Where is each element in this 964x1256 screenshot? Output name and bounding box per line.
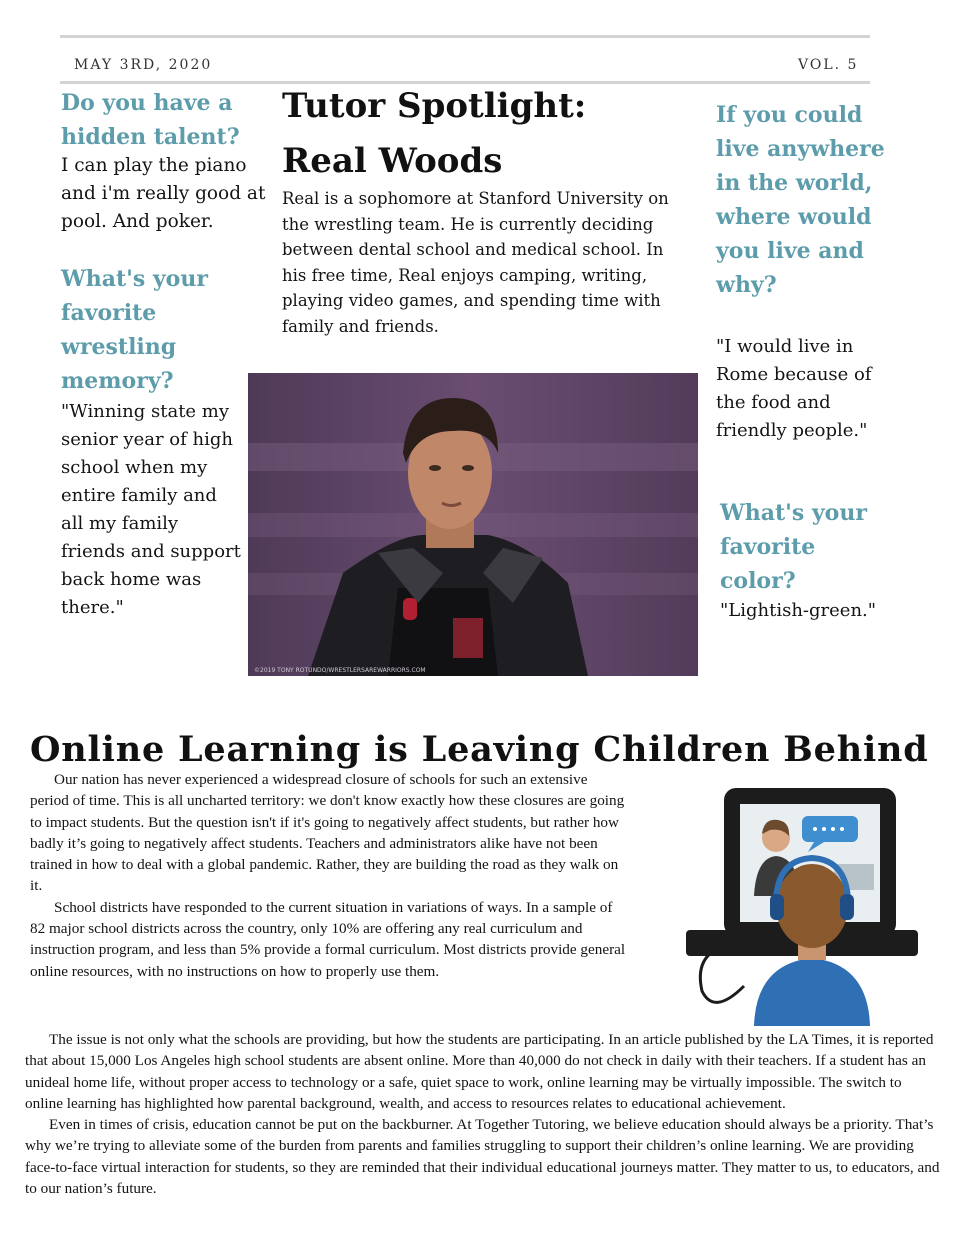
photo-credit: ©2019 TONY ROTUNDO/WRESTLERSAREWARRIORS.COM bbox=[254, 667, 426, 674]
student-computer-icon bbox=[684, 786, 920, 1026]
question-wrestling-memory: What's your favorite wrestling memory? bbox=[61, 266, 208, 394]
article-paragraph-2: School districts have responded to the current situation in variations of ways. In a sample of 82 major school districts across the country, only 10% are offering any real curriculum and instruction program, and less than 5% provide a formal curriculum. Most districts provide general online resources, with no instructions on how to properly use them. bbox=[30, 898, 626, 980]
article-paragraph-3: The issue is not only what the schools are providing, but how the students are participating. In an article published by the LA Times, it is reported that about 15,000 Los Angeles high school students are absent online. More than 40,000 do not check in daily with their teachers. If a student has an unideal home life, without proper access to technology or a safe, quiet space to work, online learning may be virtually impossible. The switch to online learning has highlighted how parental background, wealth, and access to resources relates to educational achievement. bbox=[25, 1031, 934, 1112]
volume-number: VOL. 5 bbox=[798, 57, 859, 73]
question-favorite-color: What's your favorite color? bbox=[720, 500, 867, 594]
spotlight-title-line2: Real Woods bbox=[282, 141, 503, 181]
online-learning-illustration bbox=[684, 786, 920, 1026]
top-rule bbox=[60, 35, 870, 38]
spotlight-title-line1: Tutor Spotlight: bbox=[282, 86, 587, 126]
issue-date: MAY 3RD, 2020 bbox=[74, 57, 213, 73]
article-paragraph-1: Our nation has never experienced a widespread closure of schools for such an extensive period of time. This is all uncharted territory: we don't know exactly how these closures are going to impact students. But the question isn't if it's going to negatively affect students, but rather how badly it’s going to negatively affect students. Teachers and administrators alike have not been trained in how to deal with a global pandemic. Rather, they are building the road as they walk on it. bbox=[30, 771, 625, 895]
answer-favorite-color: "Lightish-green." bbox=[720, 600, 877, 621]
wrestler-portrait-image bbox=[248, 373, 698, 676]
question-live-anywhere: If you could live anywhere in the world, where would you live and why? bbox=[716, 102, 885, 298]
article-paragraph-4: Even in times of crisis, education cannot be put on the backburner. At Together Tutoring, we believe education should always be a priority. That’s why we’re trying to alleviate some of the burden from parents and families struggling to support their children’s online learning. We are providing face-to-face virtual interaction for students, so they are reminded that their individual educational journeys matter. They matter to us, to educators, and to our nation’s future. bbox=[25, 1116, 940, 1198]
answer-hidden-talent: I can play the piano and i'm really good at pool. And poker. bbox=[61, 155, 266, 232]
spotlight-intro: Real is a sophomore at Stanford University on the wrestling team. He is currently deciding between dental school and medical school. In his free time, Real enjoys camping, writing, playing video games, and spending time with family and friends. bbox=[282, 189, 669, 336]
article-body-bottom bbox=[25, 1029, 940, 1199]
article-title: Online Learning is Leaving Children Behind bbox=[30, 729, 929, 770]
answer-wrestling-memory: "Winning state my senior year of high school when my entire family and all my family friends and support back home was there." bbox=[61, 401, 241, 618]
question-hidden-talent: Do you have a hidden talent? bbox=[61, 90, 240, 150]
answer-live-anywhere: "I would live in Rome because of the food and friendly people." bbox=[716, 336, 872, 441]
tutor-photo bbox=[248, 373, 698, 676]
article-body-top bbox=[30, 769, 630, 982]
